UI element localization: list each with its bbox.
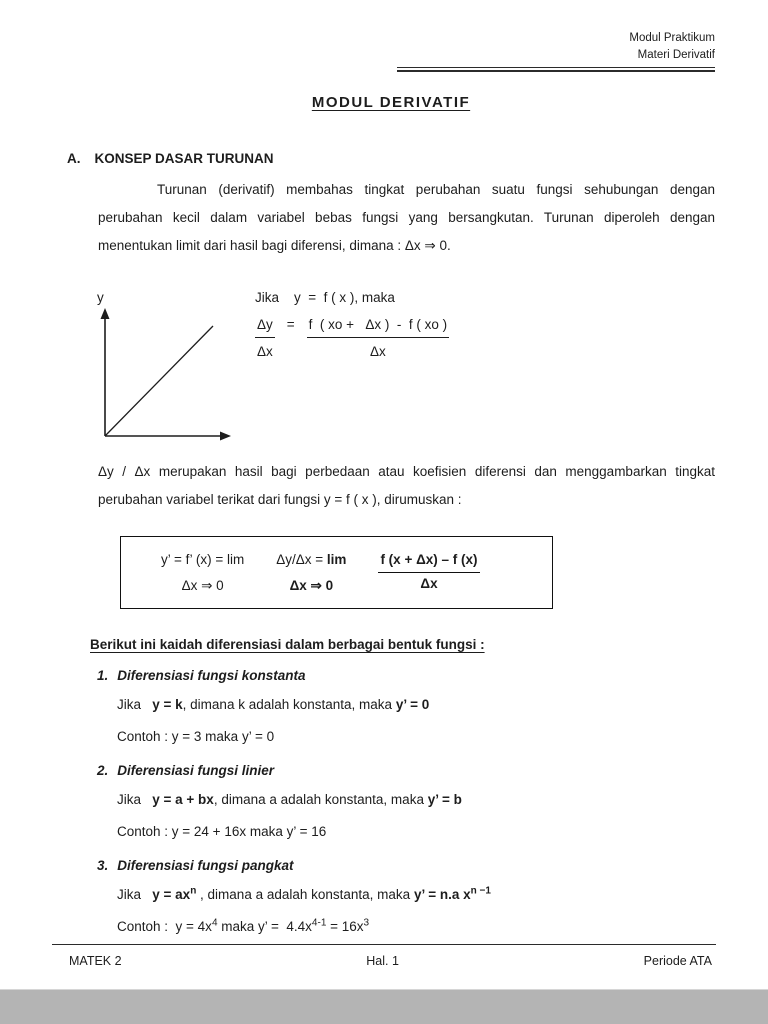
rule-3-result-exponent: n −1: [470, 885, 491, 897]
derivative-figure: [67, 290, 715, 448]
figure-intro-text: Jika y = f ( x ), maka: [255, 290, 395, 306]
fraction-left-denominator: Δx: [257, 344, 273, 360]
rule-3-example-p3: = 16x: [326, 919, 364, 935]
rule-3-example-s1: 4: [211, 917, 218, 929]
fraction-right-numerator: f ( xo + Δx ) - f ( xo ): [307, 317, 449, 338]
fraction-left: [255, 317, 275, 359]
rules-heading: Berikut ini kaidah diferensiasi dalam berbagai bentuk fungsi :: [90, 637, 485, 653]
header-line-2: Materi Derivatif: [637, 48, 715, 61]
rule-1-equation: y = k: [152, 697, 183, 713]
formula-col2-lim: lim: [326, 552, 347, 568]
difference-quotient-paragraph: Δy / Δx merupakan hasil bagi perbedaan atau koefisien diferensi dan menggambarkan tingkat perubahan variabel terikat dari fungsi y = f ( x ), dirumuskan :: [98, 464, 715, 508]
figure-formula: [255, 290, 449, 359]
formula-col3-denominator: Δx: [420, 576, 438, 592]
section-a-heading: [67, 151, 715, 166]
rule-2-equation: y = a + bx: [152, 792, 214, 808]
rule-1-jika: Jika: [117, 697, 153, 713]
derivative-definition-box: [120, 536, 553, 609]
footer-course-label: MATEK 2: [69, 954, 122, 968]
page-footer: [52, 944, 716, 968]
x-axis-arrowhead: [220, 432, 231, 441]
rule-2-number: 2.: [97, 763, 109, 779]
section-label: A.: [67, 151, 81, 167]
rule-1-statement: [117, 694, 715, 715]
rule-3-number: 3.: [97, 858, 109, 874]
document-header: [67, 30, 715, 72]
header-double-rule: [397, 67, 715, 72]
formula-col2-top: [276, 552, 346, 575]
rule-3-statement: [117, 884, 715, 905]
rule-3-example-p2: maka y’ = 4.4x: [217, 919, 312, 935]
rule-3-title-row: [97, 858, 715, 873]
rule-linier: [67, 763, 715, 842]
rule-1-title-row: [97, 668, 715, 683]
equals-sign: =: [286, 317, 295, 333]
rule-3-result-base: y’ = n.a x: [413, 887, 471, 903]
rule-pangkat: [67, 858, 715, 937]
rule-3-example: [117, 916, 715, 937]
rule-3-jika: Jika: [117, 887, 153, 903]
rule-2-title-row: [97, 763, 715, 778]
rules-heading-row: [90, 637, 715, 652]
formula-col1-bottom: Δx ⇒ 0: [181, 578, 224, 594]
rule-konstanta: [67, 668, 715, 747]
difference-quotient: [255, 317, 449, 359]
formula-column-2: [276, 552, 346, 594]
formula-col2-pre: Δy/Δx =: [276, 552, 327, 568]
section-title: KONSEP DASAR TURUNAN: [94, 151, 274, 167]
footer-text-row: [52, 945, 716, 968]
scan-edge-strip: [0, 989, 768, 1024]
rule-3-example-s2: 4-1: [311, 917, 327, 929]
rule-2-statement: [117, 789, 715, 810]
rule-2-mid: , dimana a adalah konstanta, maka: [213, 792, 428, 808]
rule-2-jika: Jika: [117, 792, 153, 808]
rule-1-number: 1.: [97, 668, 109, 684]
rule-3-example-s3: 3: [363, 917, 370, 929]
fraction-left-numerator: Δy: [255, 317, 275, 338]
rule-2-result: y’ = b: [427, 792, 462, 808]
document-title-row: [67, 94, 715, 111]
y-axis-label: y: [97, 290, 104, 306]
formula-col1-top: y’ = f’ (x) = lim: [161, 552, 245, 568]
rule-3-example-p1: Contoh : y = 4x: [117, 919, 212, 935]
rule-1-result: y’ = 0: [395, 697, 430, 713]
rule-1-mid: , dimana k adalah konstanta, maka: [182, 697, 396, 713]
rule-1-title: Diferensiasi fungsi konstanta: [117, 668, 306, 684]
formula-col2-bottom: Δx ⇒ 0: [289, 578, 334, 594]
rule-2-example: Contoh : y = 24 + 16x maka y’ = 16: [117, 824, 327, 840]
fraction-right: [307, 317, 449, 359]
rule-3-equation-base: y = ax: [152, 887, 191, 903]
linear-function-graph: [95, 290, 235, 448]
rule-2-title: Diferensiasi fungsi linier: [117, 763, 275, 779]
fraction-right-denominator: Δx: [369, 344, 386, 360]
formula-column-1: [161, 552, 244, 594]
intro-paragraph: Turunan (derivatif) membahas tingkat perubahan suatu fungsi sehubungan dengan perubahan kecil dalam variabel bebas fungsi yang bersangkutan. Turunan diperoleh dengan menentukan limit dari hasil bagi diferensi, dimana : Δx ⇒ 0.: [98, 182, 715, 254]
rule-3-mid: , dimana a adalah konstanta, maka: [196, 887, 414, 903]
header-line-1: Modul Praktikum: [629, 32, 715, 44]
rule-1-example: Contoh : y = 3 maka y’ = 0: [117, 729, 275, 745]
rule-3-title: Diferensiasi fungsi pangkat: [117, 858, 294, 874]
page-title: MODUL DERIVATIF: [311, 94, 471, 112]
footer-page-number: Hal. 1: [366, 954, 399, 968]
footer-period-label: Periode ATA: [643, 954, 712, 968]
formula-column-3: [378, 552, 479, 594]
rule-3-equation-exponent: n: [190, 885, 197, 897]
formula-col3-numerator: f (x + Δx) – f (x): [378, 552, 479, 573]
function-line: [105, 326, 213, 436]
